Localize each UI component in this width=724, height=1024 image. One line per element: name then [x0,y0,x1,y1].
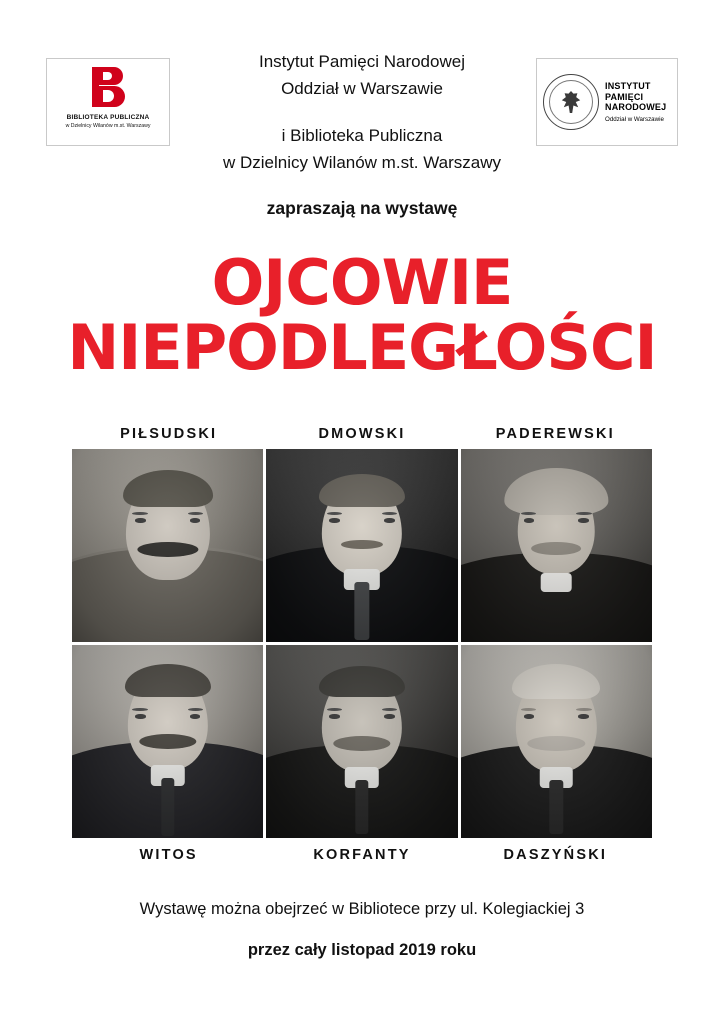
portrait-name-witos: WITOS [139,847,198,863]
portrait-name-pilsudski: PIŁSUDSKI [120,426,218,442]
portrait-names-top-row [72,426,652,449]
portrait-gallery [72,426,652,863]
invitation-text: zapraszają na wystawę [266,198,458,218]
portrait-grid [72,449,652,838]
portrait-image-dmowski [266,449,457,642]
header-line-2: Oddział w Warszawie [281,79,443,98]
portrait-name-paderewski: PADEREWSKI [495,426,615,442]
portrait-name-daszynski: DASZYŃSKI [503,847,608,863]
ipn-logo-line2: PAMIĘCI [605,91,644,102]
header-line-1: Instytut Pamięci Narodowej [259,52,465,71]
library-logo-line2: w Dzielnicy Wilanów m.st. Warszawy [65,123,151,129]
header-line-3: i Biblioteka Publiczna [281,126,443,145]
ipn-logo-line1: INSTYTUT [605,80,651,91]
title-line-2: NIEPODLEGŁOŚCI [67,311,657,384]
portrait-image-witos [72,645,263,838]
portrait-names-bottom-row [72,838,652,863]
portrait-image-korfanty [266,645,457,838]
portrait-name-korfanty: KORFANTY [313,847,411,863]
ipn-logo-line3: NARODOWEJ [605,102,667,113]
title-line-1: OJCOWIE [211,246,513,319]
portrait-image-daszynski [461,645,652,838]
ipn-logo-line4: Oddział w Warszawie [605,115,664,123]
poster-footer [0,900,724,960]
poster-header [0,48,724,176]
poster-title [0,246,724,384]
portrait-image-paderewski [461,449,652,642]
portrait-image-pilsudski [72,449,263,642]
footer-line-2: przez cały listopad 2019 roku [247,941,477,959]
library-logo-line1: BIBLIOTEKA PUBLICZNA [66,114,150,121]
header-line-4: w Dzielnicy Wilanów m.st. Warszawy [222,153,502,172]
portrait-name-dmowski: DMOWSKI [318,426,406,442]
footer-line-1: Wystawę można obejrzeć w Bibliotece przy ul. Kolegiackiej 3 [139,900,585,918]
